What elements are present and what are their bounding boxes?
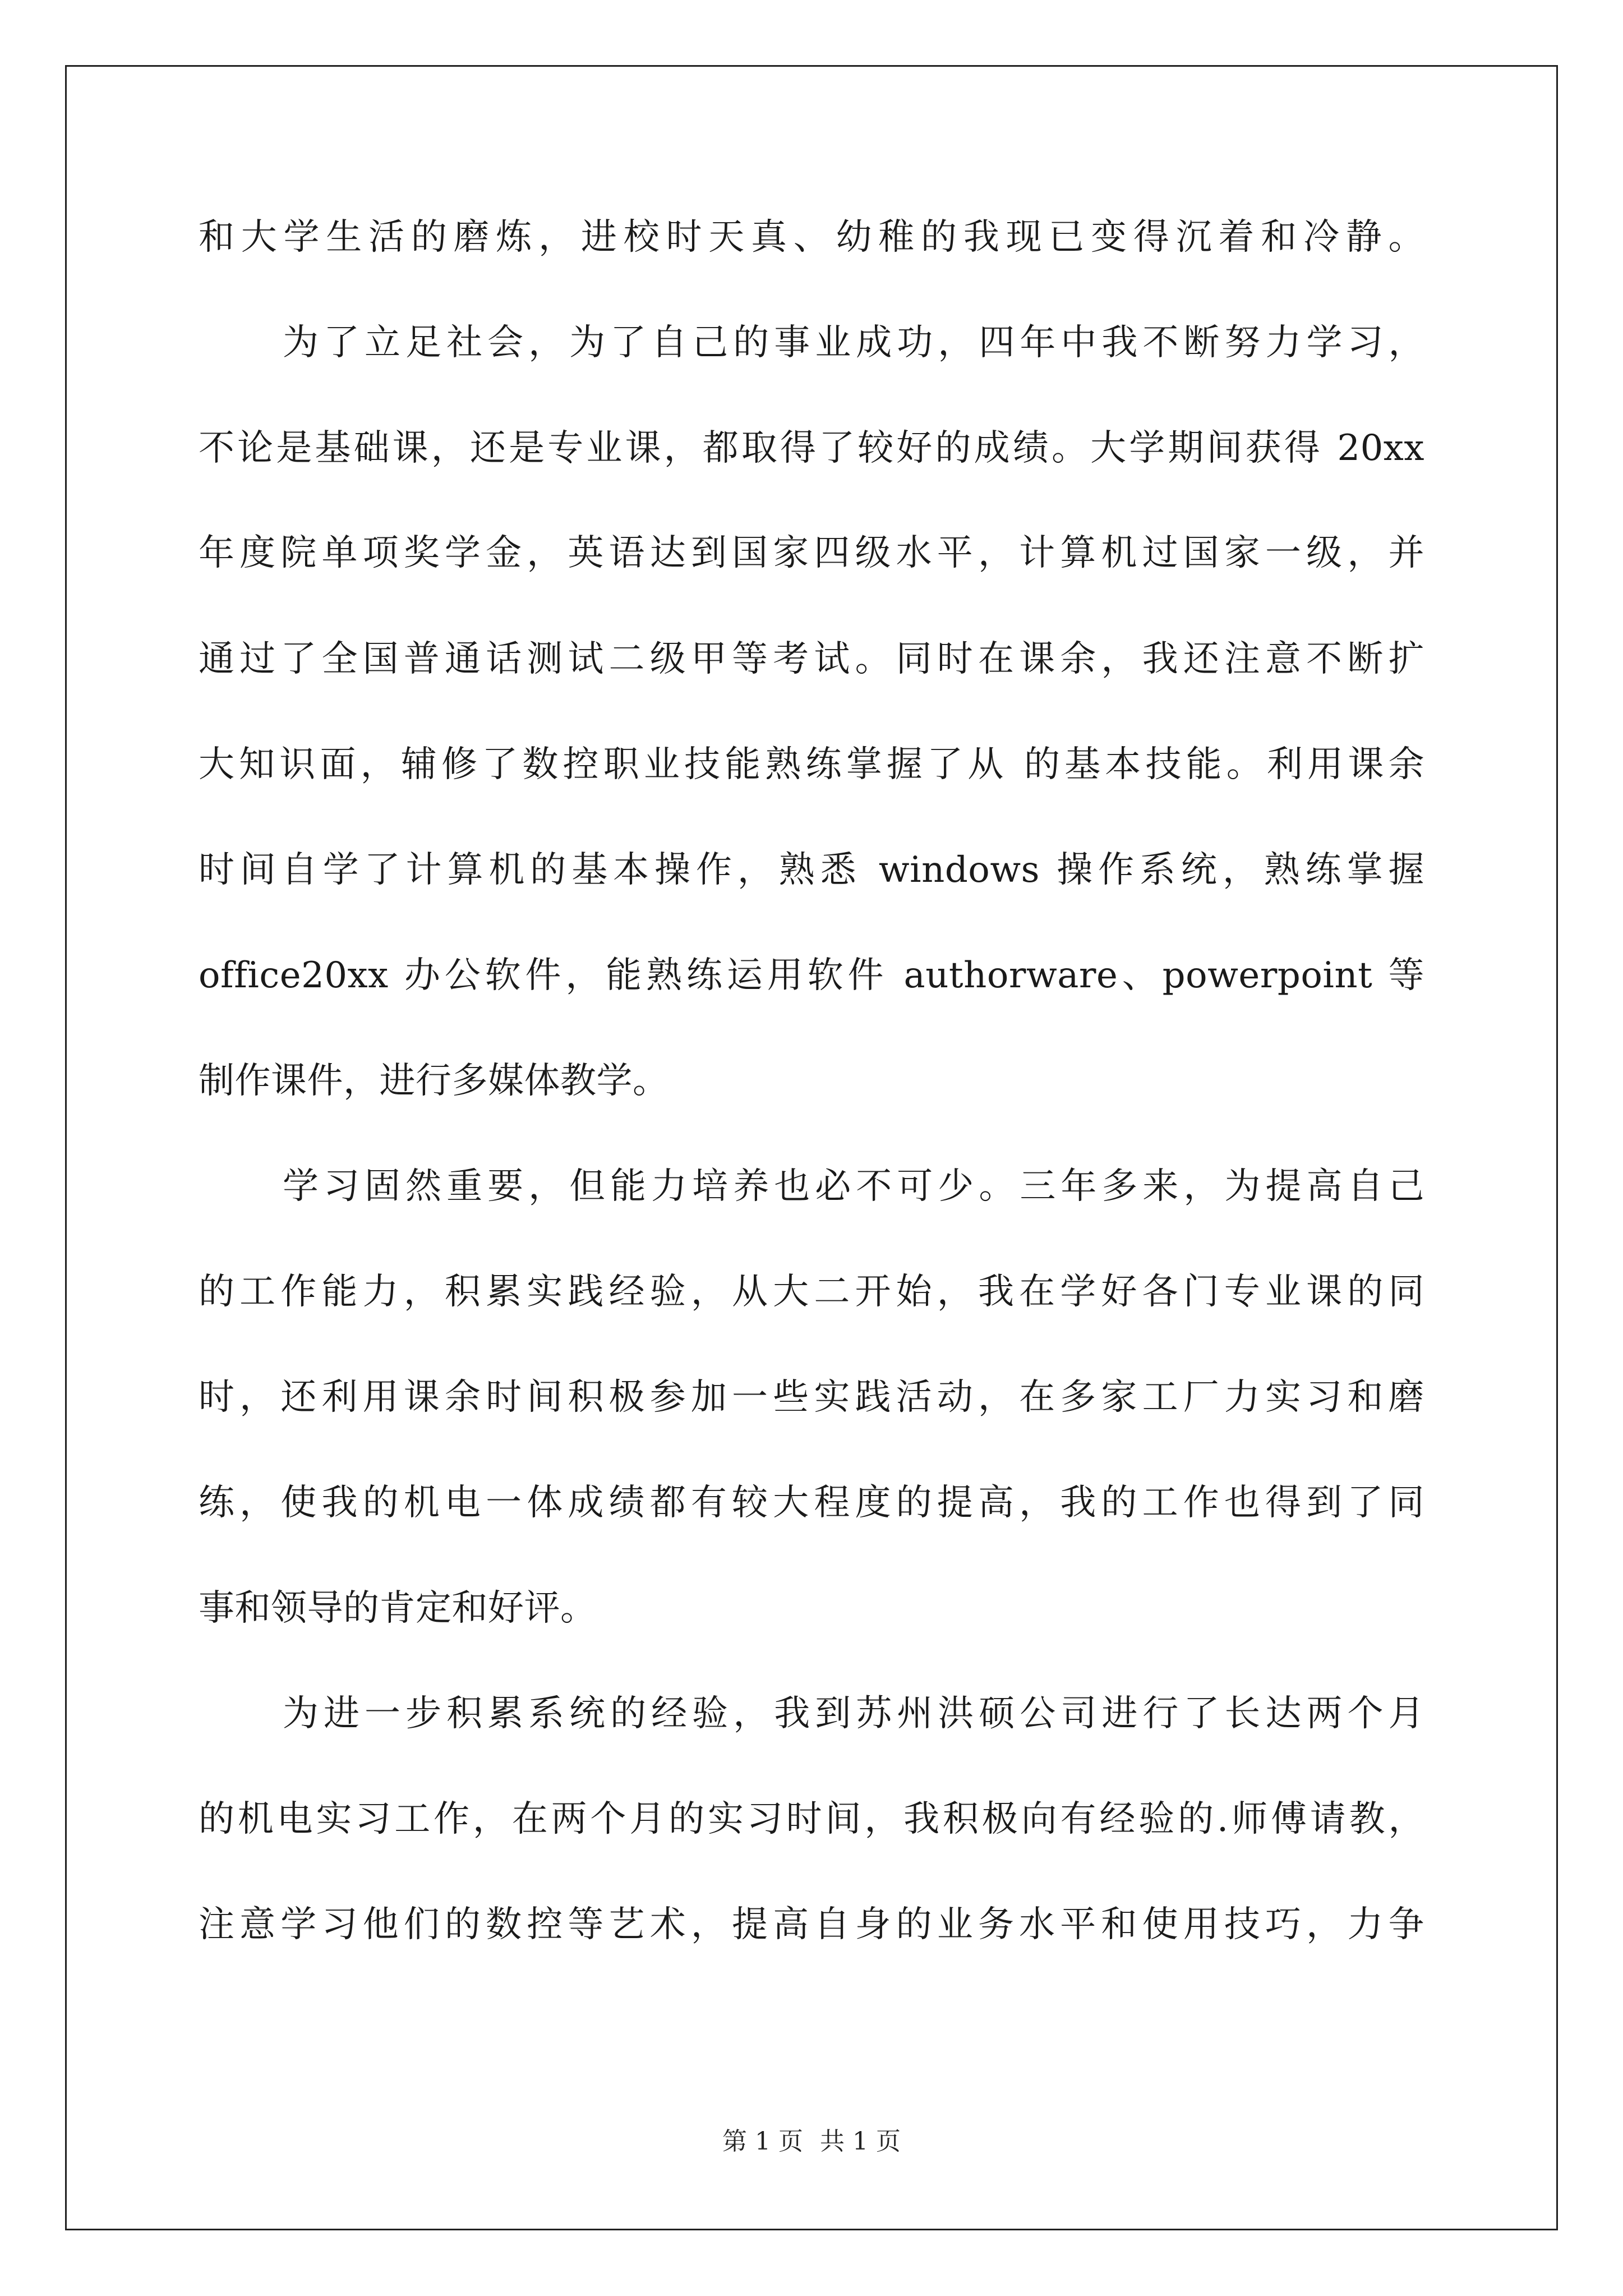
- page-footer: [0, 2125, 1623, 2159]
- text-line-5: 通过了全国普通话测试二级甲等考试。同时在课余，我还注意不断扩: [199, 638, 1424, 680]
- text-line-8: office20xx 办公软件，能熟练运用软件 authorware、powerpoint 等: [199, 955, 1424, 996]
- text-line-12: 时，还利用课余时间积极参加一些实践活动，在多家工厂力实习和磨: [199, 1377, 1424, 1418]
- text-line-2: 为了立足社会，为了自己的事业成功，四年中我不断努力学习，: [283, 322, 1424, 364]
- text-line-16: 的机电实习工作，在两个月的实习时间，我积极向有经验的.师傅请教，: [199, 1798, 1424, 1840]
- text-line-15: 为进一步积累系统的经验，我到苏州洪硕公司进行了长达两个月: [283, 1693, 1424, 1734]
- text-line-3: 不论是基础课，还是专业课，都取得了较好的成绩。大学期间获得 20xx: [199, 427, 1424, 469]
- total-pages: 共 1 页: [820, 2127, 901, 2156]
- text-line-9: 制作课件，进行多媒体教学。: [199, 1060, 669, 1102]
- text-line-1: 和大学生活的磨炼，进校时天真、幼稚的我现已变得沉着和冷静。: [199, 217, 1424, 258]
- text-line-13: 练，使我的机电一体成绩都有较大程度的提高，我的工作也得到了同: [199, 1482, 1424, 1524]
- text-line-6: 大知识面，辅修了数控职业技能熟练掌握了从 的基本技能。利用课余: [199, 744, 1424, 785]
- text-line-4: 年度院单项奖学金，英语达到国家四级水平，计算机过国家一级，并: [199, 532, 1424, 574]
- text-line-10: 学习固然重要，但能力培养也必不可少。三年多来，为提高自己: [283, 1166, 1424, 1207]
- page-number: 第 1 页: [722, 2127, 803, 2156]
- text-line-14: 事和领导的肯定和好评。: [199, 1588, 597, 1629]
- text-line-11: 的工作能力，积累实践经验，从大二开始，我在学好各门专业课的同: [199, 1271, 1424, 1313]
- text-line-17: 注意学习他们的数控等艺术，提高自身的业务水平和使用技巧，力争: [199, 1904, 1424, 1945]
- text-line-7: 时间自学了计算机的基本操作，熟悉 windows 操作系统，熟练掌握: [199, 849, 1424, 891]
